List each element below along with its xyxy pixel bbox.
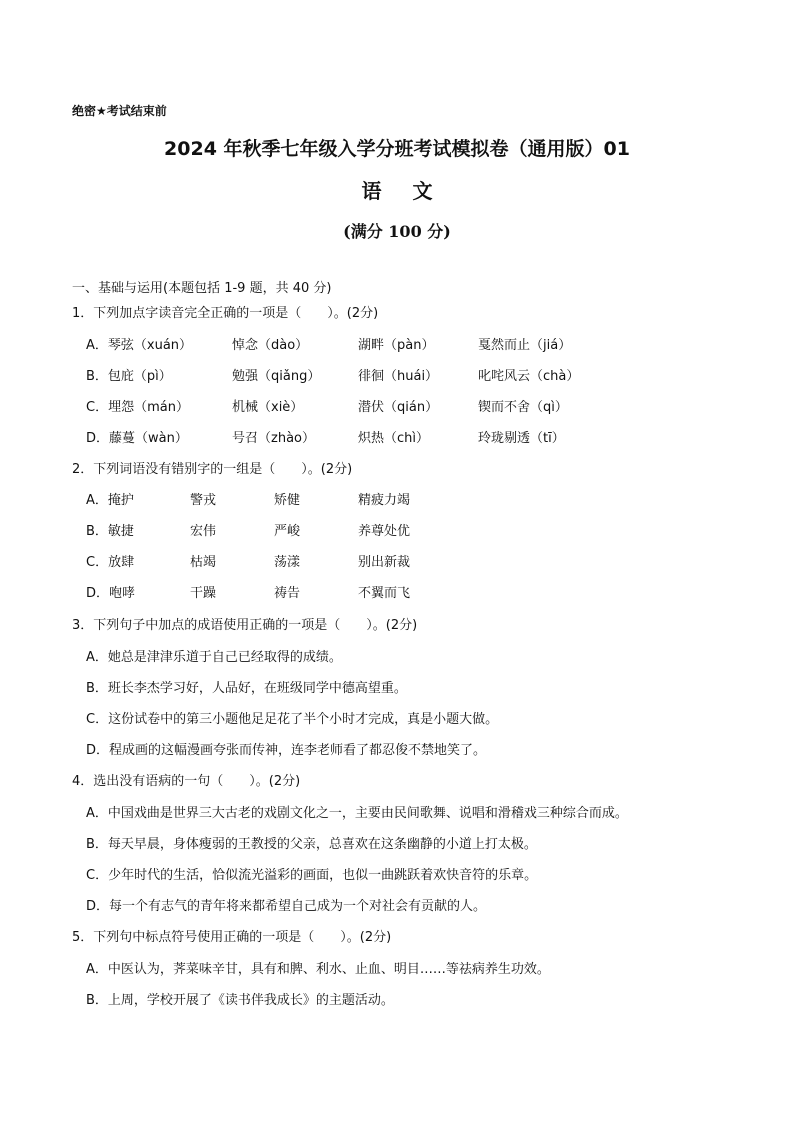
- q2-option-b-3: 严峻: [274, 524, 301, 539]
- q1-option-a-2: 悼念（dào）: [232, 338, 309, 353]
- q2-option-a-1: A．掩护: [86, 493, 134, 508]
- q3-option-b: B．班长李杰学习好，人品好，在班级同学中德高望重。: [86, 681, 407, 696]
- q1-option-a-1: A．琴弦（xuán）: [86, 338, 193, 353]
- q4-option-b: B．每天早晨，身体瘦弱的王教授的父亲，总喜欢在这条幽静的小道上打太极。: [86, 837, 537, 852]
- q4-option-d: D．每一个有志气的青年将来都希望自己成为一个对社会有贡献的人。: [86, 899, 487, 914]
- question-3-stem: 3．下列句子中加点的成语使用正确的一项是（ ）。(2分): [72, 618, 418, 633]
- q2-option-c-1: C．放肆: [86, 555, 135, 570]
- q2-option-c-4: 别出新裁: [358, 555, 411, 570]
- q2-option-b-4: 养尊处优: [358, 524, 411, 539]
- q5-option-a: A．中医认为，荠菜味辛甘，具有和脾、利水、止血、明目……等祛病养生功效。: [86, 962, 550, 977]
- q1-option-b-1: B．包庇（pì）: [86, 369, 172, 384]
- q1-option-b-4: 叱咤风云（chà）: [478, 369, 580, 384]
- q1-option-b-2: 勉强（qiǎng）: [232, 369, 321, 384]
- q2-option-d-4: 不翼而飞: [358, 586, 411, 601]
- q1-option-c-1: C．埋怨（mán）: [86, 400, 189, 415]
- exam-title: 2024 年秋季七年级入学分班考试模拟卷（通用版）01: [164, 138, 630, 160]
- q2-option-a-4: 精疲力竭: [358, 493, 411, 508]
- question-2-stem: 2．下列词语没有错别字的一组是（ ）。(2分): [72, 462, 353, 477]
- q2-option-b-1: B．敏捷: [86, 524, 134, 539]
- section-heading: 一、基础与运用(本题包括 1-9 题，共 40 分): [72, 281, 332, 296]
- question-4-stem: 4．选出没有语病的一句（ ）。(2分): [72, 774, 301, 789]
- q2-option-c-3: 荡漾: [274, 555, 301, 570]
- q2-option-a-3: 矫健: [274, 493, 301, 508]
- full-score: (满分 100 分): [343, 222, 451, 241]
- q1-option-d-3: 炽热（chì）: [358, 431, 429, 446]
- q2-option-d-3: 祷告: [274, 586, 301, 601]
- q2-option-c-2: 枯竭: [190, 555, 217, 570]
- q2-option-b-2: 宏伟: [190, 524, 217, 539]
- q1-option-c-2: 机械（xiè）: [232, 400, 304, 415]
- q1-option-a-3: 湖畔（pàn）: [358, 338, 435, 353]
- q1-option-d-2: 号召（zhào）: [232, 431, 315, 446]
- q1-option-d-4: 玲珑剔透（tī）: [478, 431, 565, 446]
- q1-option-b-3: 徘徊（huái）: [358, 369, 439, 384]
- q4-option-c: C．少年时代的生活，恰似流光溢彩的画面，也似一曲跳跃着欢快音符的乐章。: [86, 868, 538, 883]
- q3-option-c: C．这份试卷中的第三小题他足足花了半个小时才完成，真是小题大做。: [86, 712, 499, 727]
- q3-option-a: A．她总是津津乐道于自己已经取得的成绩。: [86, 650, 342, 665]
- subject-title: 语 文: [361, 179, 445, 203]
- q5-option-b: B．上周，学校开展了《读书伴我成长》的主题活动。: [86, 993, 394, 1008]
- q4-option-a: A．中国戏曲是世界三大古老的戏剧文化之一，主要由民间歌舞、说唱和滑稽戏三种综合而成。: [86, 806, 628, 821]
- q1-option-c-3: 潜伏（qián）: [358, 400, 439, 415]
- question-5-stem: 5．下列句中标点符号使用正确的一项是（ ）。(2分): [72, 930, 392, 945]
- q1-option-a-4: 戛然而止（jiá）: [478, 338, 572, 353]
- q3-option-d: D．程成画的这幅漫画夸张而传神，连李老师看了都忍俊不禁地笑了。: [86, 743, 487, 758]
- q2-option-a-2: 警戎: [190, 493, 217, 508]
- q2-option-d-1: D．咆哮: [86, 586, 136, 601]
- secret-label: 绝密★考试结束前: [72, 104, 167, 118]
- q1-option-c-4: 锲而不舍（qì）: [478, 400, 568, 415]
- question-1-stem: 1．下列加点字读音完全正确的一项是（ ）。(2分): [72, 306, 379, 321]
- q2-option-d-2: 干躁: [190, 586, 217, 601]
- q1-option-d-1: D．藤蔓（wàn）: [86, 431, 188, 446]
